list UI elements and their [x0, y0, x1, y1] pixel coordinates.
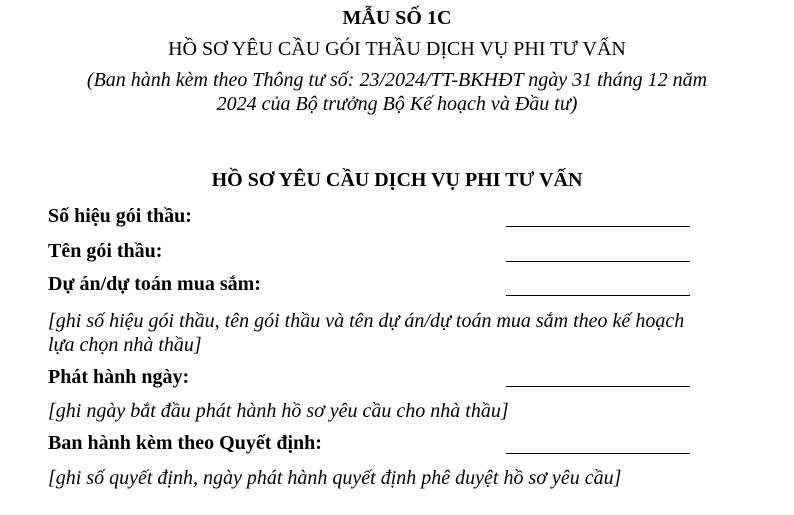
- decision-instruction: [ghi số quyết định, ngày phát hành quyết định phê duyệt hồ sơ yêu cầu]: [48, 467, 622, 489]
- project-blank-line: [506, 295, 690, 296]
- issue-date-instruction: [ghi ngày bắt đầu phát hành hồ sơ yêu cầu cho nhà thầu]: [48, 400, 509, 422]
- form-code: MẪU SỐ 1C: [342, 7, 452, 29]
- package-number-blank-line: [506, 226, 690, 227]
- project-label: Dự án/dự toán mua sắm:: [48, 273, 261, 295]
- issuance-note-line-2: 2024 của Bộ trưởng Bộ Kế hoạch và Đầu tư): [216, 93, 578, 115]
- decision-label: Ban hành kèm theo Quyết định:: [48, 432, 322, 454]
- decision-blank-line: [506, 453, 690, 454]
- issuance-note-line-1: (Ban hành kèm theo Thông tư số: 23/2024/TT-BKHĐT ngày 31 tháng 12 năm: [86, 69, 708, 91]
- issue-date-label: Phát hành ngày:: [48, 366, 190, 388]
- document-title: HỒ SƠ YÊU CẦU GÓI THẦU DỊCH VỤ PHI TƯ VẤN: [168, 38, 626, 60]
- project-instruction-line-2: lựa chọn nhà thầu]: [48, 334, 202, 356]
- section-title: HỒ SƠ YÊU CẦU DỊCH VỤ PHI TƯ VẤN: [211, 169, 583, 191]
- project-instruction: [48, 309, 684, 357]
- project-instruction-line-1: [ghi số hiệu gói thầu, tên gói thầu và tên dự án/dự toán mua sắm theo kế hoạch: [48, 310, 685, 332]
- issuance-note: [0, 68, 794, 116]
- package-name-blank-line: [506, 261, 690, 262]
- package-number-label: Số hiệu gói thầu:: [48, 205, 192, 227]
- issue-date-blank-line: [506, 386, 690, 387]
- package-name-label: Tên gói thầu:: [48, 240, 163, 262]
